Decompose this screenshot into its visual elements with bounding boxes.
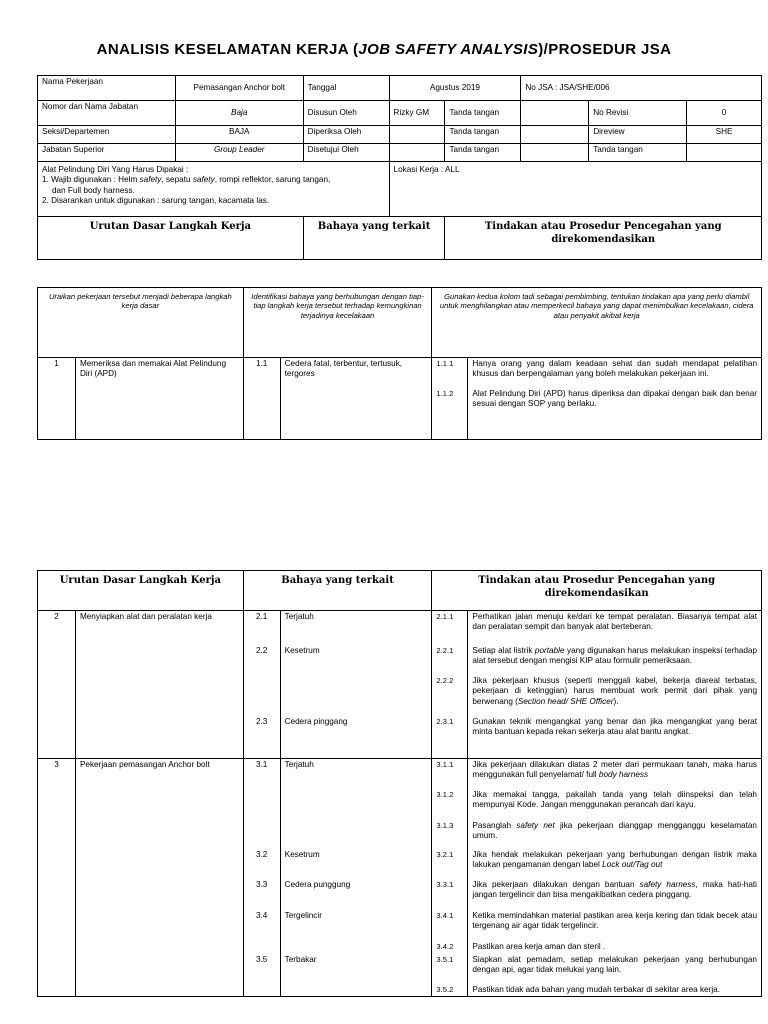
action-no: 2.1.1 — [436, 612, 454, 621]
signature-cell-4 — [687, 144, 762, 162]
action-texts — [468, 759, 762, 997]
table-row — [38, 358, 762, 440]
tanda-tangan-label-4: Tanda tangan — [589, 144, 687, 162]
action-text — [472, 676, 757, 717]
tanda-tangan-label-3: Tanda tangan — [445, 144, 521, 162]
hazard-text: Cedera fatal, terbentur, tertusuk, tergores — [280, 358, 432, 440]
lokasi-kerja: Lokasi Kerja : ALL — [389, 162, 761, 217]
apd-item-2: 2. Disarankan untuk digunakan : sarung tangan, kacamata las. — [42, 195, 270, 205]
apd-1-e: , rompi reflektor, sarung tangan, — [214, 175, 331, 185]
hazard-number: 1.1 — [243, 358, 280, 440]
jabatan-superior-label: Jabatan Superior — [38, 144, 176, 162]
action-text-part: ). — [613, 696, 619, 706]
table-row — [38, 611, 762, 759]
apd-1-d: safety — [192, 175, 215, 185]
action-text: Alat Pelindung Diri (APD) harus diperiksa dan dipakai dengan baik dan benar sesuai dengan SOP yang berlaku. — [472, 389, 757, 409]
hazard-text: Cedera punggung — [284, 880, 351, 889]
jsa-table-2 — [37, 570, 762, 997]
tanggal-value: Agustus 2019 — [389, 76, 521, 101]
action-no: 2.2.1 — [436, 646, 454, 655]
action-text: Pastikan area kerja aman dan steril . — [472, 942, 606, 951]
action-text: Hanya orang yang dalam keadaan sehat dan sudah mendapat pelatihan khusus dan berpengalaman yang boleh melakukan pekerjaan ini. — [472, 359, 757, 379]
jsa-table-1 — [37, 287, 762, 440]
action-text-part: Setiap alat listrik — [472, 646, 535, 655]
step-number: 3 — [38, 759, 76, 997]
action-text — [472, 850, 757, 880]
hazard-no: 3.1 — [255, 760, 268, 769]
action-texts — [468, 611, 762, 759]
action-numbers — [432, 358, 468, 440]
hazard-numbers — [243, 759, 280, 997]
action-no: 2.3.1 — [436, 717, 454, 726]
action-text-part: portable — [534, 646, 565, 655]
header-tindakan: Tindakan atau Prosedur Pencegahan yang direkomendasikan — [445, 217, 762, 260]
disusun-value: Rizky GM — [389, 101, 445, 126]
apd-1-c: , sepatu — [161, 175, 193, 185]
header-langkah-kerja-2: Urutan Dasar Langkah Kerja — [38, 571, 244, 611]
hazard-text: Terjatuh — [284, 612, 314, 621]
table-row — [38, 759, 762, 997]
apd-section — [38, 162, 390, 217]
desc-langkah-kerja: Uraikan pekerjaan tersebut menjadi beberapa langkah kerja dasar — [38, 288, 244, 358]
hazard-no: 3.3 — [255, 880, 268, 889]
step-text: Memeriksa dan memakai Alat Pelindung Diri (APD) — [75, 358, 243, 440]
action-numbers — [432, 611, 468, 759]
action-no: 3.1.1 — [436, 760, 454, 769]
action-text — [472, 646, 757, 676]
step-number: 2 — [38, 611, 76, 759]
header-langkah-kerja: Urutan Dasar Langkah Kerja — [38, 217, 304, 260]
document-title — [0, 41, 768, 58]
action-numbers — [432, 759, 468, 997]
action-text: Gunakan teknik mengangkat yang benar dan jika mengangkat yang berat minta bantuan kepada rekan sekerja atau alat bantu angkat. — [472, 717, 757, 737]
header-bahaya: Bahaya yang terkait — [303, 217, 445, 260]
action-text: Jika memakai tangga, pakailah tanda yang telah diinspeksi dan telah mempunyai Kode. Jangan menggunakan perancah dari kayu. — [472, 790, 757, 810]
hazard-text: Cedera pinggang — [284, 717, 348, 726]
seksi-label: Seksi/Departemen — [38, 126, 176, 144]
no-revisi-label: No Revisi — [589, 101, 687, 126]
action-no: 3.4.1 — [436, 911, 454, 920]
jabatan-superior-value: Group Leader — [175, 144, 303, 162]
action-text-part: jika pekerjaan dianggap mengganggu keselamatan umum. — [472, 821, 757, 841]
signature-cell-3 — [521, 144, 589, 162]
action-text-part: Jika pekerjaan khusus (seperti menggali kabel, bekerja diareal terbatas, pekerjaan di ketinggian) harus membuat work permit dari pihak yang berwenang ( — [472, 676, 757, 706]
apd-item-1 — [42, 175, 385, 185]
action-text: Ketika memindahkan material pastikan area kerja kering dan tidak becek atau tergenang air agar tidak tergelincir. — [472, 911, 757, 931]
info-table — [37, 75, 762, 260]
direview-value: SHE — [687, 126, 762, 144]
hazard-text: Terbakar — [284, 955, 317, 964]
nama-pekerjaan-value: Pemasangan Anchor bolt — [175, 76, 303, 101]
action-text-part: , maka hati-hati jangan tergelincir dan bisa mengakibatkan cedera pinggang. — [472, 880, 758, 900]
title-italic: JOB SAFETY ANALYSIS — [358, 41, 539, 58]
title-suffix: )/PROSEDUR JSA — [538, 41, 672, 58]
hazard-no: 2.1 — [255, 612, 268, 621]
disetujui-value — [389, 144, 445, 162]
action-no: 3.5.1 — [436, 955, 454, 964]
action-text — [472, 760, 757, 790]
no-revisi-value: 0 — [687, 101, 762, 126]
action-text — [472, 880, 757, 911]
header-bahaya-2: Bahaya yang terkait — [243, 571, 432, 611]
action-text-part: yang digunakan harus melakukan inspeksi terhadap alat tersebut dengan mengisi KIP atau formulir pemeriksaan. — [472, 646, 757, 666]
action-no: 3.4.2 — [436, 942, 454, 951]
action-no: 1.1.1 — [436, 359, 454, 368]
no-jsa: No JSA : JSA/SHE/006 — [521, 76, 762, 101]
diperiksa-value — [389, 126, 445, 144]
action-no: 3.1.2 — [436, 790, 454, 799]
hazard-text: Terjatuh — [284, 760, 314, 769]
apd-1-b: safety — [139, 175, 162, 185]
hazard-texts — [280, 611, 432, 759]
apd-1-a: 1. Wajib digunakan : Helm — [42, 175, 140, 185]
direview-label: Direview — [589, 126, 687, 144]
nomor-jabatan-value: Baja — [175, 101, 303, 126]
action-text-part: Section head/ SHE Officer — [517, 696, 614, 706]
disusun-label: Disusun Oleh — [303, 101, 389, 126]
disetujui-label: Disetujui Oleh — [303, 144, 389, 162]
action-text-part: Jika pekerjaan dilakukan dengan bantuan — [472, 880, 640, 889]
action-no: 3.2.1 — [436, 850, 454, 859]
hazard-texts — [280, 759, 432, 997]
hazard-text: Tergelincir — [284, 911, 322, 920]
action-text — [472, 821, 757, 850]
nomor-jabatan-label: Nomor dan Nama Jabatan — [38, 101, 176, 126]
action-no: 1.1.2 — [436, 389, 454, 398]
hazard-no: 3.4 — [255, 911, 268, 920]
hazard-text: Kesetrum — [284, 646, 320, 655]
header-tindakan-2: Tindakan atau Prosedur Pencegahan yang direkomendasikan — [432, 571, 762, 611]
action-text-part: safety harness — [639, 880, 696, 889]
action-text-part: safety net — [516, 821, 555, 830]
hazard-numbers — [243, 611, 280, 759]
step-text: Pekerjaan pemasangan Anchor bolt — [75, 759, 243, 997]
action-no: 2.2.2 — [436, 676, 454, 685]
diperiksa-label: Diperiksa Oleh — [303, 126, 389, 144]
action-text: Siapkan alat pemadam, setiap melakukan pekerjaan yang berhubungan dengan api, agar tidak melukai yang lain. — [472, 955, 757, 975]
action-texts — [468, 358, 762, 440]
action-text: Perhatikan jalan menuju ke/dari ke tempat peralatan. Biasanya tempat alat dan peralatan sempit dan banyak alat berteberan. — [472, 612, 757, 632]
hazard-no: 2.3 — [255, 717, 268, 726]
nama-pekerjaan-label: Nama Pekerjaan — [38, 76, 176, 101]
seksi-value: BAJA — [175, 126, 303, 144]
action-text-part: Pasanglah — [472, 821, 517, 830]
action-no: 3.1.3 — [436, 821, 454, 830]
step-text: Menyiapkan alat dan peralatan kerja — [75, 611, 243, 759]
signature-cell-2 — [521, 126, 589, 144]
hazard-text: Kesetrum — [284, 850, 320, 859]
hazard-no: 2.2 — [255, 646, 268, 655]
signature-cell-1 — [521, 101, 589, 126]
action-no: 3.3.1 — [436, 880, 454, 889]
action-text-part: Jika hendak melakukan pekerjaan yang berhubungan dengan listrik maka lakukan pengamanan dengan label — [472, 850, 757, 870]
tanda-tangan-label-1: Tanda tangan — [445, 101, 521, 126]
step-number: 1 — [38, 358, 76, 440]
apd-title: Alat Pelindung Diri Yang Harus Dipakai : — [42, 165, 189, 174]
desc-bahaya: Identifikasi bahaya yang berhubungan dengan tiap-tiap langkah kerja tersebut terhadap kemungkinan terjadinya kecelakaan — [243, 288, 432, 358]
action-text: Pastikan tidak ada bahan yang mudah terbakar di sekitar area kerja. — [472, 985, 720, 994]
hazard-no: 3.2 — [255, 850, 268, 859]
desc-tindakan: Gunakan kedua kolom tadi sebagai pembimbing, tentukan tindakan apa yang perlu diambil untuk menghilangkan atau memperkecil bahaya yang dapat menimbulkan kecelakaan, cidera atau penyakit akibat kerja — [432, 288, 762, 358]
tanda-tangan-label-2: Tanda tangan — [445, 126, 521, 144]
action-text-part: body harness — [598, 770, 649, 780]
title-prefix: ANALISIS KESELAMATAN KERJA ( — [96, 41, 359, 58]
action-no: 3.5.2 — [436, 985, 454, 994]
hazard-no: 3.5 — [255, 955, 268, 964]
action-text-part: Jika pekerjaan dilakukan diatas 2 meter dari permukaan tanah, maka harus menggunakan full penyelamat/ full — [472, 760, 757, 780]
apd-item-1-cont: dan Full body harness. — [52, 185, 135, 195]
action-text-part: Lock out/Tag out — [602, 860, 663, 870]
tanggal-label: Tanggal — [303, 76, 389, 101]
